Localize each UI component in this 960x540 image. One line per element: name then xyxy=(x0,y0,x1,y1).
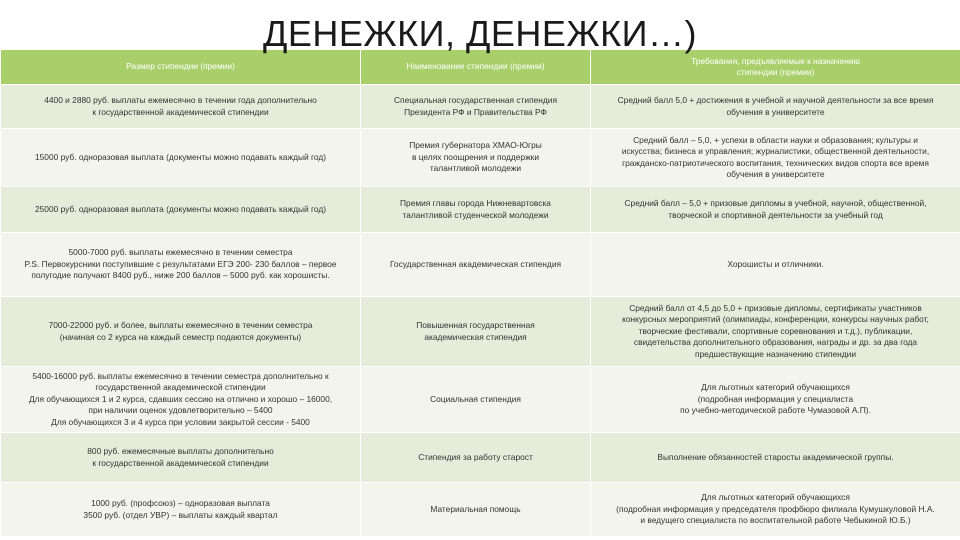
cell-amount: 1000 руб. (профсоюз) – одноразовая выплата 3500 руб. (отдел УВР) – выплаты каждый квартал xyxy=(1,483,361,537)
cell-requirements: Для льготных категорий обучающихся (подробная информация у специалиста по учебно-методической работе Чумазовой А.П). xyxy=(591,367,960,433)
cell-name: Повышенная государственная академическая стипендия xyxy=(361,297,591,367)
cell-amount: 4400 и 2880 руб. выплаты ежемесячно в течении года дополнительно к государственной академической стипендии xyxy=(1,85,361,129)
cell-requirements: Средний балл – 5,0, + успехи в области науки и образования; культуры и искусства; бизнеса и управления; журналистики, общественной деятельности, гражданско-патриотического воспитания, технических видов спорта все время обучения в университете xyxy=(591,129,960,187)
cell-name: Социальная стипендия xyxy=(361,367,591,433)
table-row xyxy=(1,367,960,433)
cell-name: Стипендия за работу старост xyxy=(361,433,591,483)
header-cell-name: Наименование стипендии (премии) xyxy=(361,50,591,85)
cell-name: Премия губернатора ХМАО-Югры в целях поощрения и поддержки талантливой молодежи xyxy=(361,129,591,187)
page-title: ДЕНЕЖКИ, ДЕНЕЖКИ…) xyxy=(263,13,697,54)
cell-requirements: Выполнение обязанностей старосты академической группы. xyxy=(591,433,960,483)
table-row xyxy=(1,433,960,483)
table-row xyxy=(1,85,960,129)
cell-requirements: Средний балл 5,0 + достижения в учебной и научной деятельности за все время обучения в университете xyxy=(591,85,960,129)
cell-requirements: Хорошисты и отличники. xyxy=(591,233,960,297)
cell-requirements: Средний балл – 5,0 + призовые дипломы в учебной, научной, общественной, творческой и спортивной деятельности за учебный год xyxy=(591,187,960,233)
cell-amount: 800 руб. ежемесячные выплаты дополнительно к государственной академической стипендии xyxy=(1,433,361,483)
scholarship-table xyxy=(0,49,960,537)
cell-name: Специальная государственная стипендия Президента РФ и Правительства РФ xyxy=(361,85,591,129)
header-cell-amount: Размер стипендии (премии) xyxy=(1,50,361,85)
cell-requirements: Для льготных категорий обучающихся (подробная информация у председателя профбюро филиала Кумушкуловой Н.А. и ведущего специалиста по воспитательной работе Чебыкиной Ю.Б.) xyxy=(591,483,960,537)
cell-amount: 7000-22000 руб. и более, выплаты ежемесячно в течении семестра (начиная со 2 курса на каждый семестр подаются документы) xyxy=(1,297,361,367)
cell-amount: 25000 руб. одноразовая выплата (документы можно подавать каждый год) xyxy=(1,187,361,233)
cell-name: Государственная академическая стипендия xyxy=(361,233,591,297)
cell-name: Премия главы города Нижневартовска талантливой студенческой молодежи xyxy=(361,187,591,233)
cell-requirements: Средний балл от 4,5 до 5,0 + призовые дипломы, сертификаты участников конкурсных мероприятий (олимпиады, конференции, конкурсы научных работ, творческие фестивали, спортивные соревнования и т.д.), публикации, свидетельства дополнительного образования, награды и др. за два года предшествующие назначению стипендии xyxy=(591,297,960,367)
table-row xyxy=(1,483,960,537)
table-row xyxy=(1,297,960,367)
cell-amount: 5400-16000 руб. выплаты ежемесячно в течении семестра дополнительно к государственной академической стипендии Для обучающихся 1 и 2 курса, сдавших сессию на отлично и хорошо – 16000, при наличии оценок удовлетворительно – 5400 Для обучающихся 3 и 4 курса при условии закрытой сессии - 5400 xyxy=(1,367,361,433)
cell-amount: 15000 руб. одноразовая выплата (документы можно подавать каждый год) xyxy=(1,129,361,187)
cell-amount: 5000-7000 руб. выплаты ежемесячно в течении семестра P.S. Первокурсники поступившие с результатами ЕГЭ 200- 230 баллов – первое полугодие получают 8400 руб., ниже 200 баллов – 5000 руб. как хорошисты. xyxy=(1,233,361,297)
cell-name: Материальная помощь xyxy=(361,483,591,537)
header-cell-requirements: Требования, предъявляемые к назначению стипендии (премии) xyxy=(591,50,960,85)
table-row xyxy=(1,187,960,233)
table-row xyxy=(1,233,960,297)
table-row xyxy=(1,129,960,187)
